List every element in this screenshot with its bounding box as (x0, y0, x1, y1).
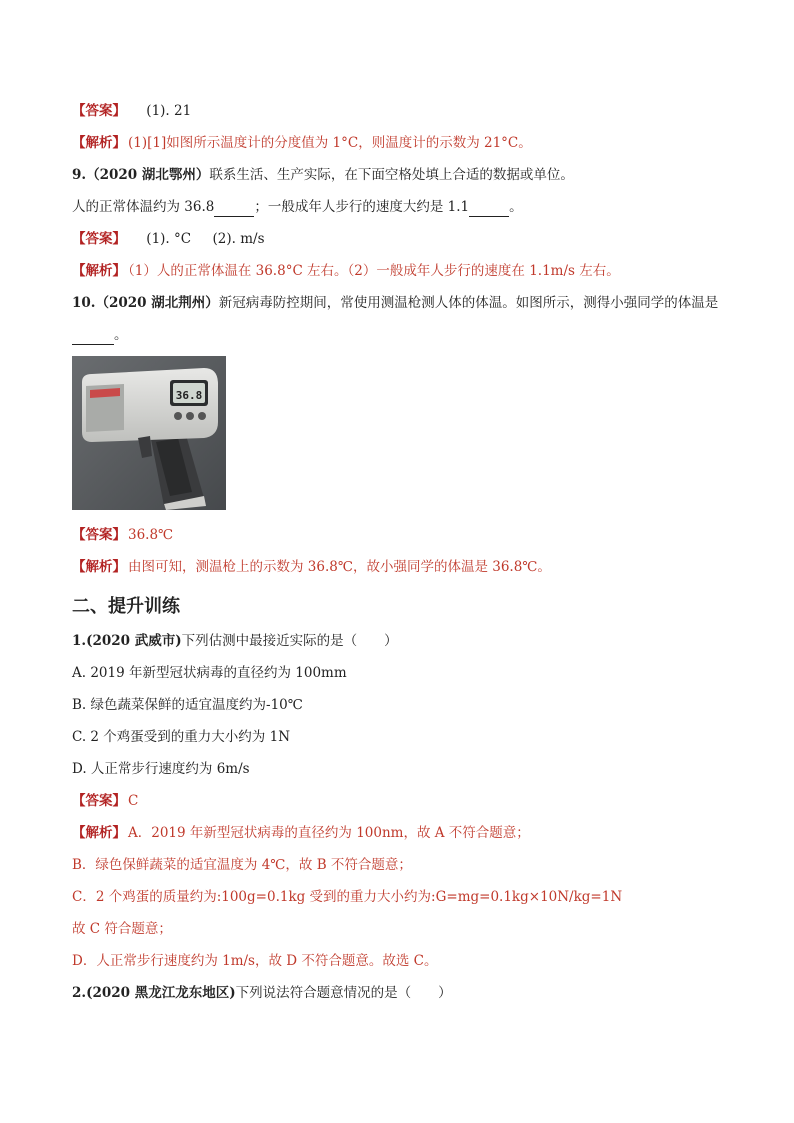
q9-blank-2[interactable] (469, 202, 509, 217)
p1-analysis-d: D．人正常步行速度约为 1m/s，故 D 不符合题意。故选 C。 (72, 953, 438, 969)
answer-tag: 【答案】 (72, 793, 126, 809)
q8-analysis: (1)[1]如图所示温度计的分度值为 1°C，则温度计的示数为 21°C。 (128, 135, 532, 151)
q9-answer-line (72, 229, 734, 249)
p1-number: 1. (72, 633, 87, 649)
p2-number: 2. (72, 985, 87, 1001)
q8-answer: (1). 21 (146, 103, 192, 119)
p1-source: (2020 武威市) (86, 633, 182, 649)
q10-stem-end: 。 (114, 327, 128, 343)
q9-answer: (1). °C (2). m/s (146, 231, 265, 247)
answer-tag: 【答案】 (72, 103, 126, 119)
q10-analysis: 由图可知，测温枪上的示数为 36.8℃，故小强同学的体温是 36.8℃。 (128, 559, 551, 575)
p1-option-c: C. 2 个鸡蛋受到的重力大小约为 1N (72, 729, 291, 745)
p1-answer-line (72, 791, 734, 811)
analysis-tag: 【解析】 (72, 825, 126, 841)
q10-blank[interactable] (72, 330, 114, 345)
p1-option-a: A. 2019 年新型冠状病毒的直径约为 100mm (72, 665, 347, 681)
answer-tag: 【答案】 (72, 231, 126, 247)
p1-option-d: D. 人正常步行速度约为 6m/s (72, 761, 250, 777)
section-title: 二、提升训练 (72, 596, 180, 617)
q10-analysis-line (72, 557, 734, 577)
p1-analysis-line-1 (72, 823, 734, 843)
q9-source: （2020 湖北鄂州） (86, 167, 210, 183)
p1-answer: C (128, 793, 139, 809)
q10-number: 10. (72, 295, 96, 311)
answer-tag: 【答案】 (72, 527, 126, 543)
q9-stem-c: 。 (509, 199, 523, 215)
q9-question-line (72, 165, 734, 185)
q9-number: 9. (72, 167, 87, 183)
q9-stem-b: ；一般成年人步行的速度大约是 1.1 (254, 199, 470, 215)
q10-source: （2020 湖北荆州） (95, 295, 219, 311)
p1-analysis-c-cont: 故 C 符合题意； (72, 921, 172, 937)
q9-blank-1[interactable] (214, 202, 254, 217)
thermometer-gun-icon (72, 356, 226, 510)
q9-analysis: （1）人的正常体温在 36.8°C 左右。（2）一般成年人步行的速度在 1.1m/s 左右。 (128, 263, 620, 279)
thermometer-display-reading: 36.8 (175, 389, 203, 402)
p1-analysis-a: A．2019 年新型冠状病毒的直径约为 100nm，故 A 不符合题意； (128, 825, 530, 841)
q9-stem-a: 人的正常体温约为 36.8 (72, 199, 215, 215)
analysis-tag: 【解析】 (72, 135, 126, 151)
analysis-tag: 【解析】 (72, 559, 126, 575)
q10-question-line (72, 293, 734, 313)
q10-stem-line (72, 325, 734, 345)
q10-answer-line (72, 525, 734, 545)
p2-question-line (72, 983, 734, 1003)
p1-analysis-b: B．绿色保鲜蔬菜的适宜温度为 4℃，故 B 不符合题意； (72, 857, 412, 873)
p1-question-line (72, 631, 734, 651)
q9-analysis-line (72, 261, 734, 281)
analysis-tag: 【解析】 (72, 263, 126, 279)
p1-option-b: B. 绿色蔬菜保鲜的适宜温度约为-10℃ (72, 697, 303, 713)
thermometer-gun-image (72, 356, 226, 510)
p1-analysis-c: C．2 个鸡蛋的质量约为:100g=0.1kg 受到的重力大小约为:G=mg=0.1kg×10N/kg=1N (72, 889, 623, 905)
p2-question: 下列说法符合题意情况的是（ ） (235, 985, 452, 1001)
q10-answer: 36.8℃ (128, 527, 174, 543)
p2-source: (2020 黑龙江龙东地区) (86, 985, 236, 1001)
q9-stem-line (72, 197, 734, 217)
q8-analysis-line (72, 133, 734, 153)
p1-question: 下列估测中最接近实际的是（ ） (181, 633, 398, 649)
q8-answer-line (72, 101, 734, 121)
q9-question: 联系生活、生产实际，在下面空格处填上合适的数据或单位。 (209, 167, 574, 183)
q10-question: 新冠病毒防控期间，常使用测温枪测人体的体温。如图所示，测得小强同学的体温是 (218, 295, 719, 311)
